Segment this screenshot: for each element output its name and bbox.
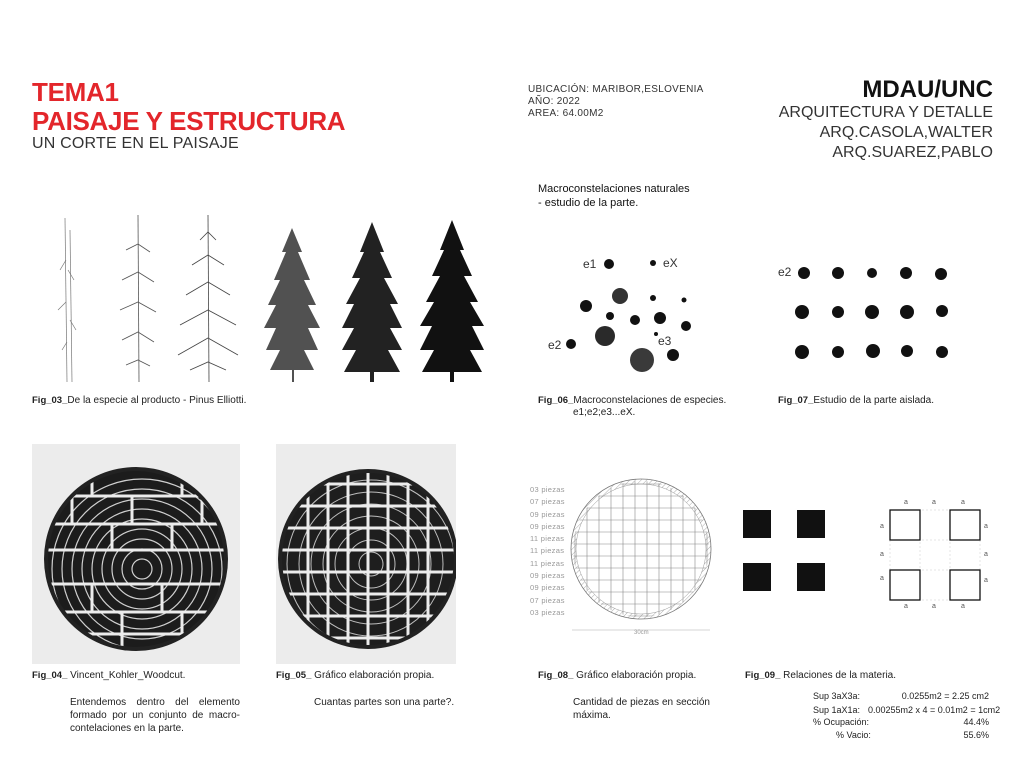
fig07-tag: Fig_07_ <box>778 395 814 406</box>
fig03-caption <box>32 395 246 407</box>
piezas-row-8: 09 piezas <box>530 571 565 581</box>
macro-heading-2: - estudio de la parte. <box>538 197 639 209</box>
fig03-text: De la especie al producto - Pinus Elliotti. <box>67 395 247 406</box>
piezas-row-9: 09 piezas <box>530 583 565 593</box>
tree-shade-2 <box>342 222 402 382</box>
a-bottom-3: a <box>961 603 965 610</box>
fig04-text: Vincent_Kohler_Woodcut. <box>70 670 186 681</box>
fig08-tag: Fig_08_ <box>538 670 574 681</box>
tree-sketch-3 <box>178 215 238 382</box>
fig09-caption <box>745 670 896 682</box>
fig07-dot-grid <box>776 258 976 373</box>
brand-teacher-2: ARQ.SUAREZ,PABLO <box>832 144 993 161</box>
fig08-piezas-list <box>530 484 565 619</box>
tree-shade-1 <box>264 228 320 382</box>
dot-e1 <box>604 259 614 269</box>
label-ex: eX <box>663 256 678 270</box>
dot-ex <box>650 260 656 266</box>
fig06-tag: Fig_06_ <box>538 395 574 406</box>
fig06-constellation <box>538 248 718 383</box>
label-e3: e3 <box>658 334 672 348</box>
a-left-3: a <box>880 575 884 582</box>
location-block <box>528 84 704 120</box>
title-tema: TEMA1 <box>32 77 119 107</box>
a-top-1: a <box>904 499 908 506</box>
a-bottom-2: a <box>932 603 936 610</box>
fig03-tag: Fig_03_ <box>32 395 68 406</box>
fig04-caption <box>32 670 185 682</box>
a-top-3: a <box>961 499 965 506</box>
fig04-woodcut <box>32 444 240 664</box>
fig03-tree-sequence <box>30 210 500 390</box>
calc-row1-value: 0.0255m2 = 2.25 cm2 <box>901 691 989 701</box>
fig08-caption <box>538 670 696 682</box>
fig09-text: Relaciones de la materia. <box>783 670 897 681</box>
calc-row4-label: % Vacio: <box>836 730 871 740</box>
macro-heading-1: Macroconstelaciones naturales <box>538 183 690 195</box>
brand-course: ARQUITECTURA Y DETALLE <box>778 104 993 121</box>
brand-title: MDAU/UNC <box>862 76 993 103</box>
label-e2: e2 <box>778 265 792 279</box>
fig04-tag: Fig_04_ <box>32 670 68 681</box>
a-left-2: a <box>880 551 884 558</box>
calc-row2-value: 0.00255m2 x 4 = 0.01m2 = 1cm2 <box>868 705 1001 715</box>
label-e2: e2 <box>548 338 562 352</box>
piezas-row-11: 03 piezas <box>530 607 565 617</box>
fig05-caption <box>276 670 434 682</box>
fig06-text-2: e1;e2;e3...eX. <box>573 407 636 418</box>
piezas-row-4: 09 piezas <box>530 521 565 531</box>
fig08-section-diagram <box>570 466 720 638</box>
a-top-2: a <box>932 499 936 506</box>
calc-row3-value: 44.4% <box>963 717 989 727</box>
calc-row2-label: Sup 1aX1a: <box>813 705 861 715</box>
fig08-dimension: 30cm <box>634 630 649 636</box>
fig06-caption <box>538 395 726 419</box>
area-line: AREA: 64.00M2 <box>528 108 604 119</box>
piezas-row-7: 11 piezas <box>530 558 565 568</box>
fig08-text: Gráfico elaboración propia. <box>576 670 697 681</box>
tree-sketch-2 <box>120 215 156 382</box>
fig05-tag: Fig_05_ <box>276 670 312 681</box>
location-line: UBICACIÓN: MARIBOR,ESLOVENIA <box>528 84 704 95</box>
fig08-paragraph: Cantidad de piezas en sección máxima. <box>573 697 710 721</box>
a-bottom-1: a <box>904 603 908 610</box>
a-right-3: a <box>984 577 988 584</box>
fig07-text: Estudio de la parte aislada. <box>813 395 935 406</box>
fig09-black-squares <box>740 500 840 595</box>
piezas-row-1: 03 piezas <box>530 485 565 494</box>
calc-row4-value: 55.6% <box>963 730 989 740</box>
a-right-2: a <box>984 551 988 558</box>
fig05-grid-section <box>276 444 456 664</box>
fig06-text: Macroconstelaciones de especies. <box>573 395 727 406</box>
brand-teacher-1: ARQ.CASOLA,WALTER <box>819 124 993 141</box>
fig09-relation-diagram <box>876 492 996 610</box>
fig05-paragraph: Cuantas partes son una parte?. <box>314 697 455 708</box>
fig07-caption <box>778 395 934 407</box>
a-right-1: a <box>984 523 988 530</box>
tree-shade-3 <box>420 220 484 382</box>
calc-row3-label: % Ocupación: <box>813 717 870 727</box>
macro-heading <box>538 182 690 210</box>
dot-e2 <box>566 339 576 349</box>
label-e1: e1 <box>583 257 597 271</box>
year-line: AÑO: 2022 <box>528 96 581 107</box>
subtitle: UN CORTE EN EL PAISAJE <box>32 135 239 152</box>
piezas-row-10: 07 piezas <box>530 595 565 605</box>
piezas-row-6: 11 piezas <box>530 546 565 556</box>
calc-row1-label: Sup 3aX3a: <box>813 691 861 701</box>
fig05-text: Gráfico elaboración propia. <box>314 670 435 681</box>
brand-lines <box>779 103 993 163</box>
piezas-row-5: 11 piezas <box>530 534 565 544</box>
a-left-1: a <box>880 523 884 530</box>
fig04-paragraph: Entendemos dentro del elemento formado por un conjunto de macro-contelaciones en la parte. <box>70 697 240 734</box>
piezas-row-2: 07 piezas <box>530 497 565 507</box>
title-paisaje: PAISAJE Y ESTRUCTURA <box>32 106 346 136</box>
fig09-tag: Fig_09_ <box>745 670 781 681</box>
piezas-row-3: 09 piezas <box>530 509 565 519</box>
tree-sketch-1 <box>58 218 76 382</box>
